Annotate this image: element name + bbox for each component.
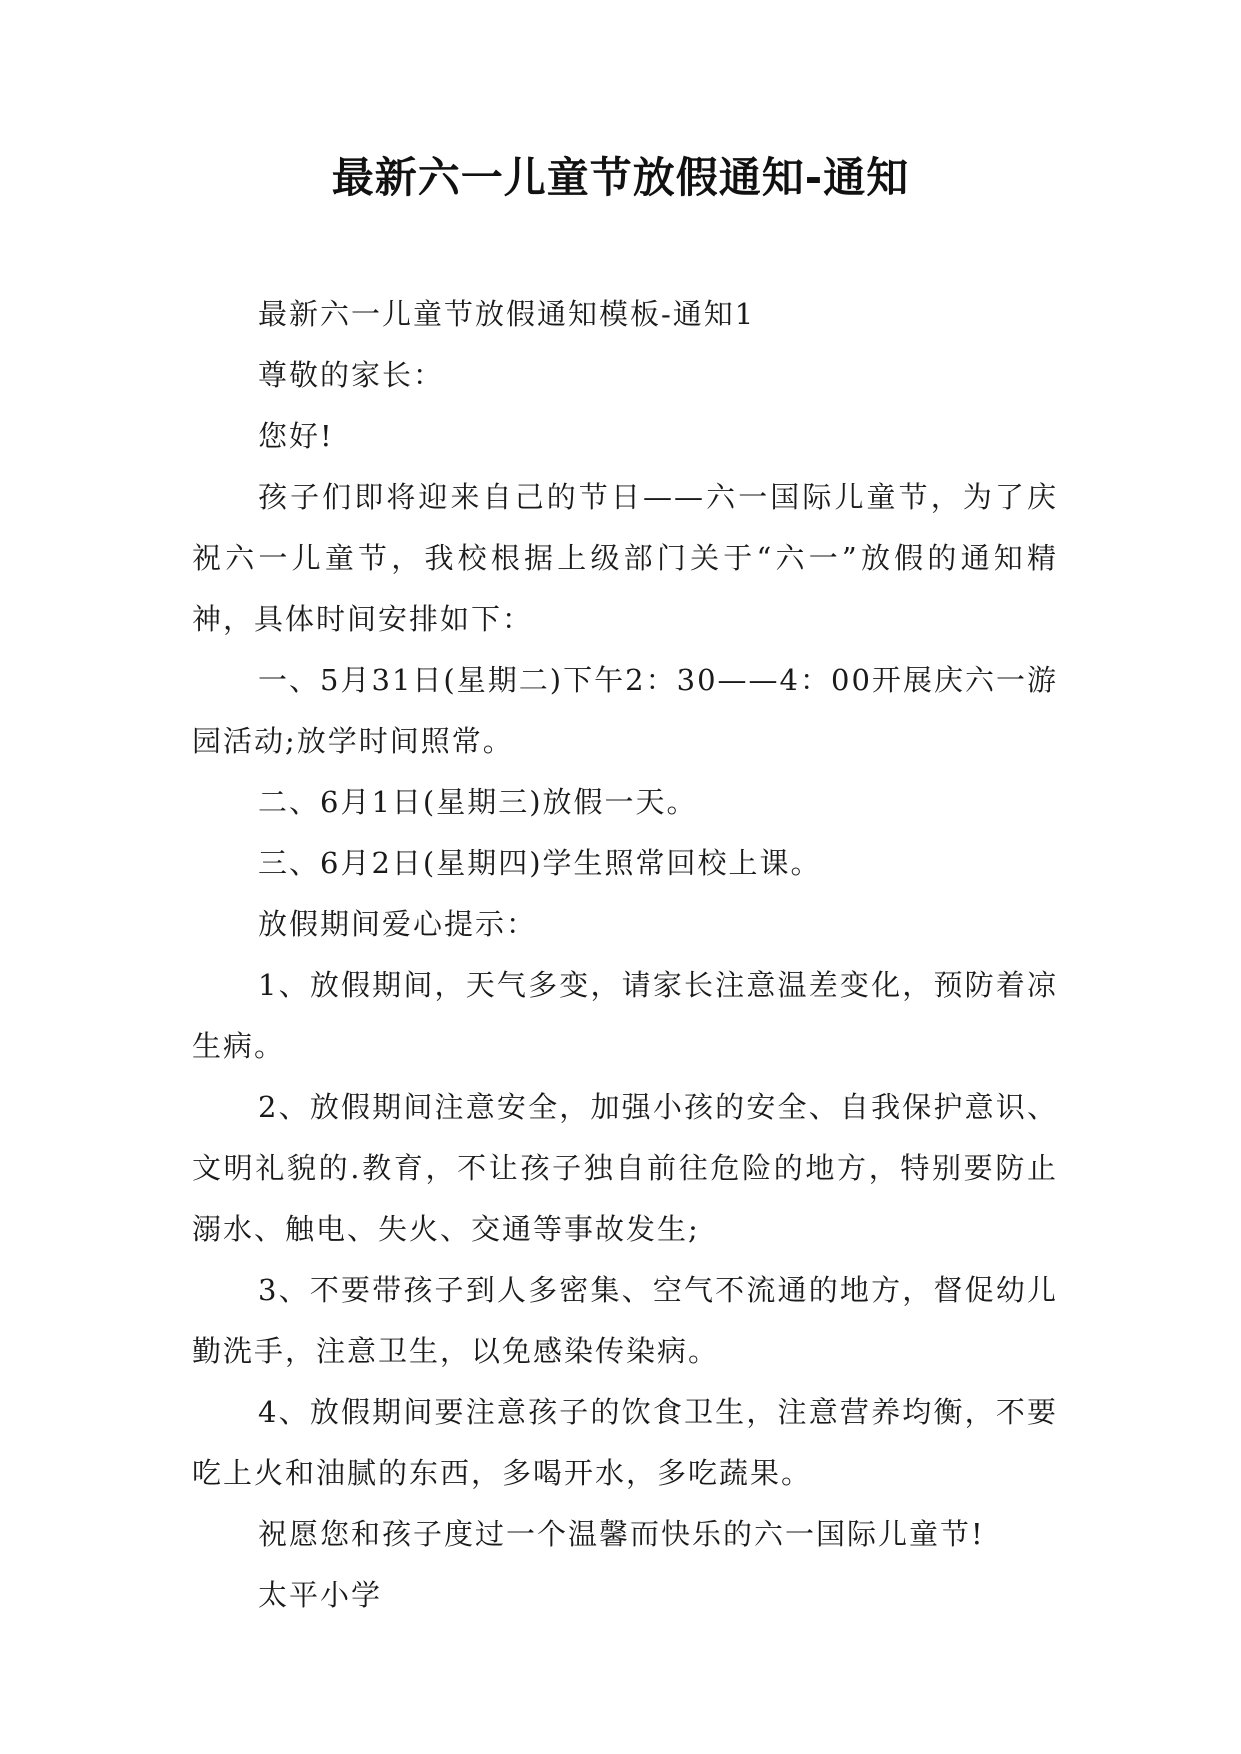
paragraph-schedule-1: 一、5月31日(星期二)下午2：30——4：00开展庆六一游园活动;放学时间照常。: [192, 663, 1058, 758]
paragraph-salutation: 尊敬的家长：: [258, 358, 445, 392]
paragraph-tips-heading: 放假期间爱心提示：: [258, 907, 538, 941]
paragraph-wishes: 祝愿您和孩子度过一个温馨而快乐的六一国际儿童节!: [258, 1517, 985, 1551]
paragraph-signature: 太平小学: [258, 1578, 383, 1612]
paragraph-tip-2: 2、放假期间注意安全，加强小孩的安全、自我保护意识、文明礼貌的.教育，不让孩子独自前往危险的地方，特别要防止溺水、触电、失火、交通等事故发生;: [192, 1090, 1058, 1246]
paragraph-tip-4: 4、放假期间要注意孩子的饮食卫生，注意营养均衡，不要吃上火和油腻的东西，多喝开水，多吃蔬果。: [192, 1395, 1058, 1490]
paragraph-intro: 孩子们即将迎来自己的节日——六一国际儿童节，为了庆祝六一儿童节，我校根据上级部门关于“六一”放假的通知精神，具体时间安排如下：: [192, 480, 1058, 636]
paragraph-tip-1: 1、放假期间，天气多变，请家长注意温差变化，预防着凉生病。: [192, 968, 1058, 1063]
paragraph-schedule-2: 二、6月1日(星期三)放假一天。: [258, 785, 698, 819]
document-body: [192, 284, 1058, 1626]
document-title: 最新六一儿童节放假通知-通知: [331, 153, 910, 202]
paragraph-tip-3: 3、不要带孩子到人多密集、空气不流通的地方，督促幼儿勤洗手，注意卫生，以免感染传染病。: [192, 1273, 1058, 1368]
paragraph-greeting: 您好!: [258, 419, 334, 453]
paragraph-schedule-3: 三、6月2日(星期四)学生照常回校上课。: [258, 846, 822, 880]
paragraph-heading: 最新六一儿童节放假通知模板-通知1: [258, 297, 756, 331]
